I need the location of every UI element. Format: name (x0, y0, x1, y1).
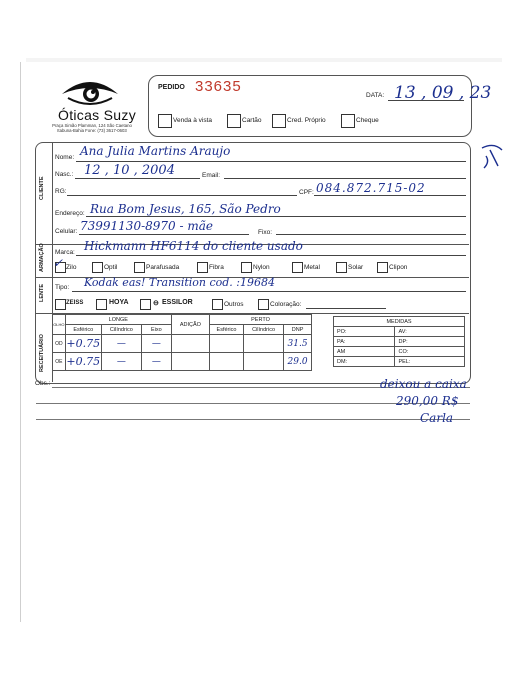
longe-eixo-header: Eixo (141, 325, 171, 335)
perto-header: PERTO (209, 315, 311, 325)
section-receituario: RECEITUÁRIO (39, 334, 45, 372)
endereco-line (86, 216, 466, 217)
brand-zeiss: ZEISS (66, 300, 84, 306)
oe-dnp: 29.0 (284, 353, 312, 371)
measure-dp: DP: (395, 337, 465, 347)
checkbox-optil[interactable] (92, 262, 103, 273)
pencil-mark-icon (480, 140, 506, 170)
label-cred-proprio: Cred. Próprio (287, 117, 326, 124)
email-label: Email: (202, 172, 221, 179)
obs-line-3 (36, 419, 470, 420)
email-line (224, 178, 466, 179)
oe-adicao (171, 353, 209, 371)
pedido-number: 33635 (195, 78, 242, 95)
eye-logo-icon (60, 76, 120, 108)
prescription-table (52, 314, 312, 371)
checkbox-essilor[interactable] (140, 299, 151, 310)
rg-label: RG: (55, 188, 67, 195)
nasc-value: 12 , 10 , 2004 (84, 163, 175, 178)
store-address-line1: Praça Simão Plamman, 124 São Caetano (52, 123, 132, 128)
label-nylon: Nylon (253, 264, 270, 271)
oe-cilindrico: — (101, 353, 141, 371)
obs-note-caixa: deixou a caixa (380, 377, 467, 391)
perto-cilindrico-header: Cilíndrico (243, 325, 283, 335)
od-perto-esferico (209, 335, 243, 353)
marca-label: Marca: (55, 249, 75, 256)
label-cheque: Cheque (356, 117, 379, 124)
marca-line (76, 255, 466, 256)
tipo-label: Tipo: (55, 284, 70, 291)
fixo-label: Fixo: (258, 229, 273, 236)
checkbox-nylon[interactable] (241, 262, 252, 273)
checkbox-coloracao[interactable] (258, 299, 269, 310)
date-line (388, 100, 464, 101)
dnp-header: DNP (284, 325, 312, 335)
checkbox-solar[interactable] (336, 262, 347, 273)
nome-label: Nome: (55, 154, 75, 161)
od-eixo: — (141, 335, 171, 353)
brand-essilor: ESSILOR (162, 299, 193, 306)
measure-co: CO: (395, 347, 465, 357)
checkbox-parafusada[interactable] (134, 262, 145, 273)
label-solar: Solar (348, 264, 364, 271)
cpf-value: 084.872.715-02 (316, 181, 426, 195)
store-address-line2: Itabuna-Bahia Fone: (73) 3617-0603 (57, 128, 127, 133)
od-adicao (171, 335, 209, 353)
oe-eixo: — (141, 353, 171, 371)
nome-line (76, 161, 466, 162)
store-address (52, 123, 132, 133)
store-name: Óticas Suzy (58, 107, 136, 123)
fixo-line (276, 234, 466, 235)
checkbox-metal[interactable] (292, 262, 303, 273)
checkbox-zeiss[interactable] (55, 299, 66, 310)
essilor-logo-icon: ⊖ (153, 300, 159, 307)
checkbox-cheque[interactable] (341, 114, 355, 128)
measure-av: AV: (395, 327, 465, 337)
od-dnp: 31.5 (284, 335, 312, 353)
section-armacao: ARMAÇÃO (39, 243, 45, 272)
label-fibra: Fibra (209, 264, 224, 271)
od-perto-cilindrico (243, 335, 283, 353)
measure-po: PO: (334, 327, 395, 337)
label-cartao: Cartão (242, 117, 262, 124)
oe-perto-esferico (209, 353, 243, 371)
endereco-label: Endereço: (55, 210, 85, 217)
measure-dm: DM: (334, 357, 395, 367)
label-outros: Outros (224, 301, 244, 308)
table-row (53, 353, 312, 371)
date-label: DATA: (366, 92, 385, 99)
longe-cilindrico-header: Cilíndrico (101, 325, 141, 335)
section-cliente: CLIENTE (39, 176, 45, 200)
label-venda-a-vista: Venda à vista (173, 117, 213, 124)
oe-esferico: +0.75 (65, 353, 101, 371)
zilo-checkmark-icon: ✓ (53, 256, 64, 270)
measures-table (333, 316, 465, 367)
checkbox-cartao[interactable] (227, 114, 241, 128)
cpf-line (314, 195, 466, 196)
measure-am: AM (334, 347, 395, 357)
checkbox-fibra[interactable] (197, 262, 208, 273)
obs-note-valor: 290,00 R$ (396, 394, 459, 408)
section-lente: LENTE (39, 283, 45, 302)
tipo-value: Kodak eas! Transition cod. :19684 (84, 276, 275, 289)
od-esferico: +0.75 (65, 335, 101, 353)
checkbox-venda-a-vista[interactable] (158, 114, 172, 128)
endereco-value: Rua Bom Jesus, 165, São Pedro (90, 202, 281, 216)
brand-hoya: HOYA (109, 299, 129, 306)
perto-esferico-header: Esférico (209, 325, 243, 335)
marca-value: Hickmann HF6114 do cliente usado (84, 239, 303, 253)
eye-oe: OE (53, 353, 66, 371)
olho-header: OLHO (53, 315, 66, 335)
checkbox-clipon[interactable] (377, 262, 388, 273)
nasc-line (75, 178, 200, 179)
checkbox-cred-proprio[interactable] (272, 114, 286, 128)
measure-pel: PEL: (395, 357, 465, 367)
coloracao-line (306, 308, 386, 309)
label-optil: Optil (104, 264, 118, 271)
medidas-header: MEDIDAS (334, 317, 465, 327)
celular-label: Celular: (55, 228, 78, 235)
date-value: 13 , 09 , 23 (394, 83, 492, 103)
od-cilindrico: — (101, 335, 141, 353)
table-row (53, 335, 312, 353)
nasc-label: Nasc.: (55, 171, 74, 178)
tipo-line (72, 291, 466, 292)
label-parafusada: Parafusada (146, 264, 180, 271)
label-metal: Metal (304, 264, 320, 271)
checkbox-outros[interactable] (212, 299, 223, 310)
obs-label: Obs.: (35, 380, 51, 387)
obs-signature: Carla (420, 411, 454, 425)
oe-perto-cilindrico (243, 353, 283, 371)
cpf-label: CPF: (299, 189, 314, 196)
longe-header: LONGE (65, 315, 171, 325)
celular-line (79, 234, 249, 235)
checkbox-hoya[interactable] (96, 299, 107, 310)
rg-line (67, 195, 297, 196)
measure-pa: PA: (334, 337, 395, 347)
eye-od: OD (53, 335, 66, 353)
label-coloracao: Coloração: (270, 301, 302, 308)
label-clipon: Clipon (389, 264, 408, 271)
nome-value: Ana Julia Martins Araujo (80, 144, 231, 158)
longe-esferico-header: Esférico (65, 325, 101, 335)
adicao-header: ADIÇÃO (171, 315, 209, 335)
pedido-label: PEDIDO (158, 84, 185, 91)
label-zilo: Zilo (66, 264, 77, 271)
celular-value: 73991130-8970 - mãe (80, 219, 213, 233)
